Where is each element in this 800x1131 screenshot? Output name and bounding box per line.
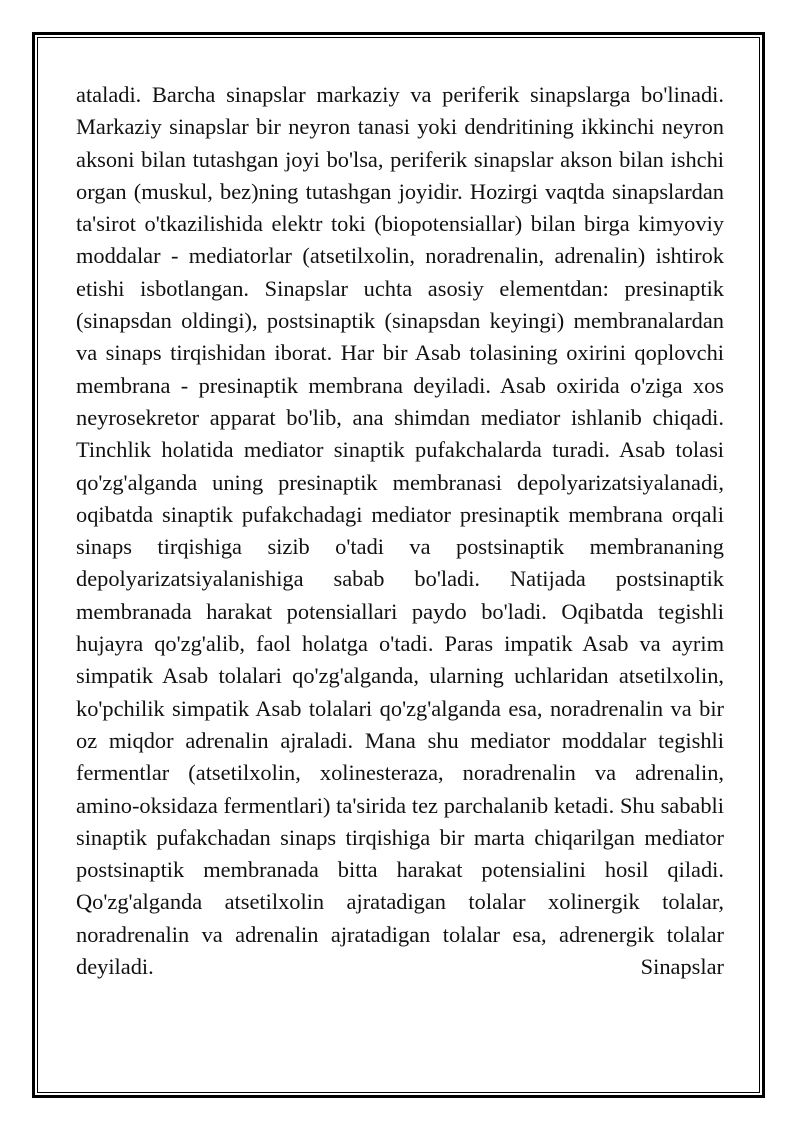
paragraph: ataladi. Barcha sinapslar markaziy va periferik sinapslarga bo'linadi. Markaziy sinapslar bir neyron tanasi yoki dendritining ikkinchi neyron aksoni bilan tutashgan joyi bo'lsa, periferik sinapslar akson bilan ishchi organ (muskul, bez)ning tutashgan joyidir. Hozirgi vaqtda sinapslardan ta'sirot o'tkazilishida elektr toki (biopotensiallar) bilan birga kimyoviy moddalar - mediatorlar (atsetilxolin, noradrenalin, adrenalin) ishtirok etishi isbotlangan. Sinapslar uchta asosiy elementdan: presinaptik (sinapsdan oldingi), postsinaptik (sinapsdan keyingi) membranalardan va sinaps tirqishidan iborat. Har bir Asab tolasining oxirini qoplovchi membrana - presinaptik membrana deyiladi. Asab oxirida o'ziga xos neyrosekretor apparat bo'lib, ana shimdan mediator ishlanib chiqadi. Tinchlik holatida mediator sinaptik pufakchalarda turadi. Asab tolasi qo'zg'alganda uning presinaptik membranasi depolyarizatsiyalanadi, oqibatda sinaptik pufakchadagi mediator presinaptik membrana orqali sinaps tirqishiga sizib o'tadi va postsinaptik membrananing depolyarizatsiyalanishiga sabab bo'ladi. Natijada postsinaptik membranada harakat potensiallari paydo bo'ladi. Oqibatda tegishli hujayra qo'zg'alib, faol holatga o'tadi. Paras impatik Asab va ayrim simpatik Asab tolalari qo'zg'alganda, ularning uchlaridan atsetilxolin, ko'pchilik simpatik Asab tolalari qo'zg'alganda esa, noradrenalin va bir oz miqdor adrenalin ajraladi. Mana shu mediator moddalar tegishli fermentlar (atsetilxolin, xolinesteraza, noradrenalin va adrenalin, amino-oksidaza fermentlari) ta'sirida tez parchalanib ketadi. Shu sababli sinaptik pufakchadan sinaps tirqishiga bir marta chiqarilgan mediator postsinaptik membranada bitta harakat potensialini hosil qiladi. Qo'zg'alganda atsetilxolin ajratadigan tolalar xolinergik tolalar, noradrenalin va adrenalin ajratadigan tolalar esa, adrenergik tolalar deyiladi. Sinapslar [76, 82, 724, 980]
document-body [76, 79, 724, 983]
